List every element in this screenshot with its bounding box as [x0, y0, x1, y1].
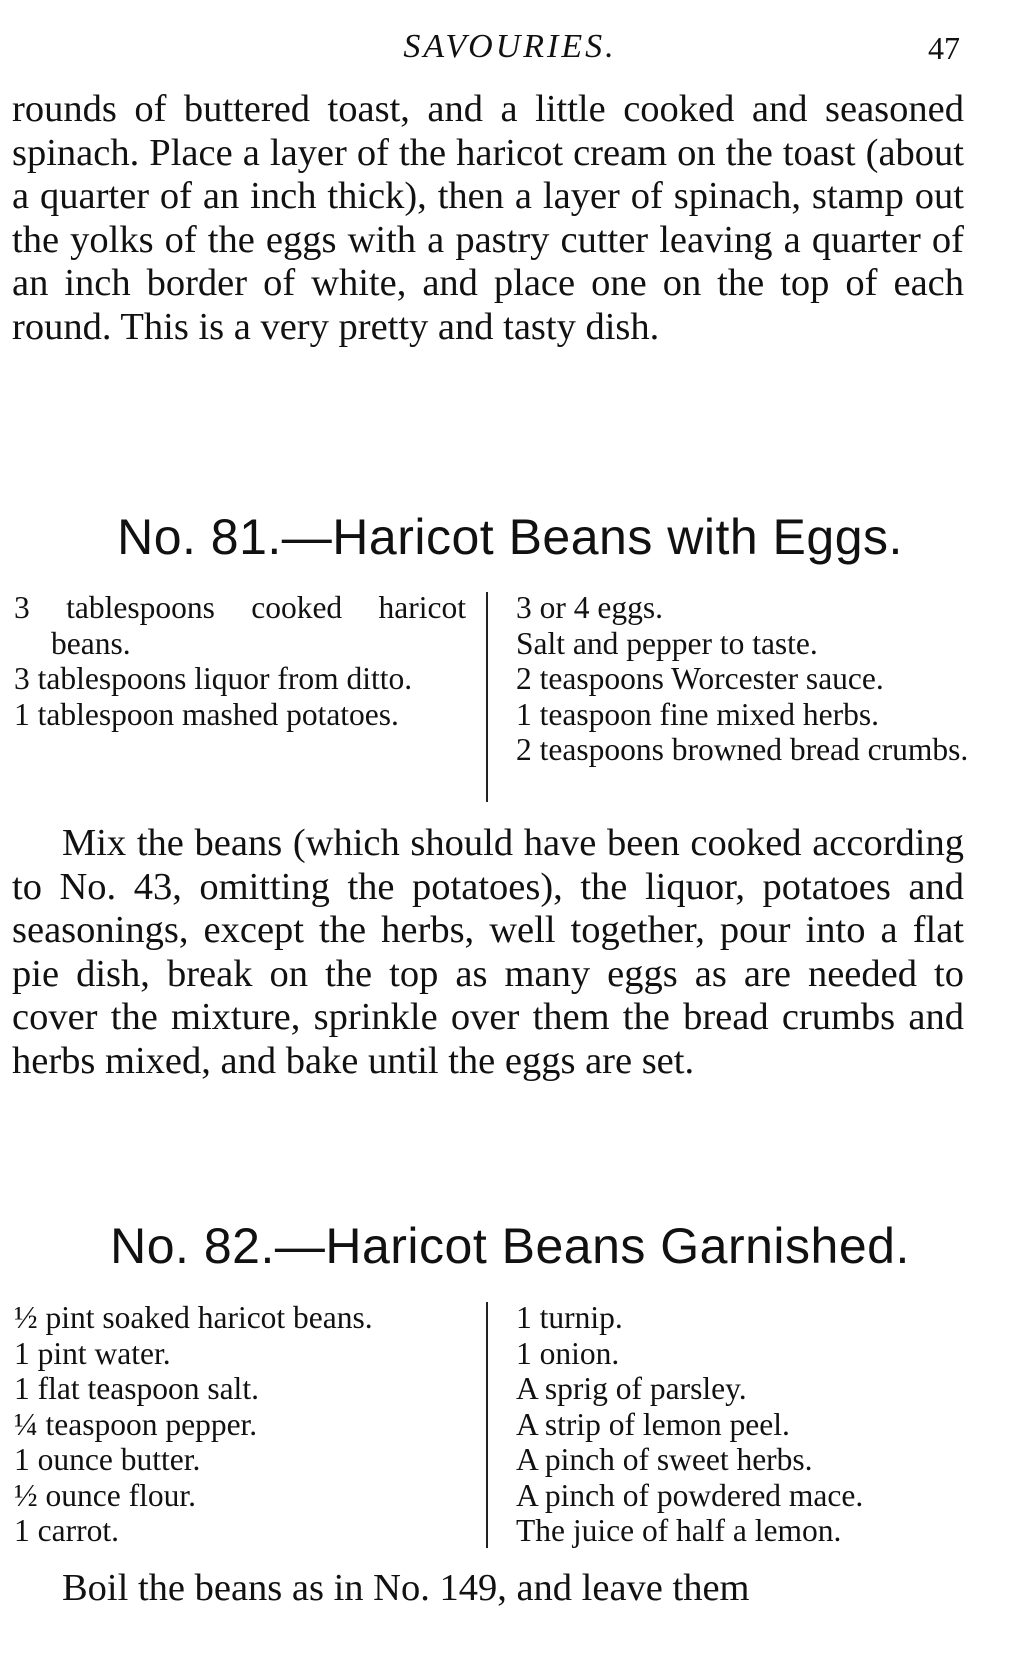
ingredient-item: 2 teaspoons Worcester sauce.: [516, 661, 884, 696]
ingredients-left-column: [14, 1300, 466, 1549]
ingredient-item: ½ ounce flour.: [14, 1477, 196, 1513]
ingredients-left-column: [14, 590, 466, 732]
intro-paragraph: rounds of buttered toast, and a little cooked and seasoned spinach. Place a layer of the haricot cream on the toast (about a quarter of an inch thick), then a layer of spinach, stamp out the yolks of the eggs with a pastry cutter leaving a quarter of an inch border of white, and place one on the top of each round. This is a very pretty and tasty dish.: [12, 88, 964, 348]
recipe-81-title: No. 81.—Haricot Beans with Eggs.: [117, 509, 903, 565]
page-number: 47: [928, 30, 960, 66]
ingredient-item: A pinch of sweet herbs.: [516, 1442, 813, 1477]
ingredients-right-column: [516, 1300, 969, 1549]
recipe-82-title: No. 82.—Haricot Beans Garnished.: [110, 1218, 910, 1274]
ingredient-item: 1 tablespoon mashed potatoes.: [14, 696, 399, 732]
column-divider: [486, 592, 488, 802]
ingredient-item: 1 teaspoon fine mixed herbs.: [516, 696, 880, 732]
column-divider: [486, 1302, 488, 1548]
ingredient-item: ¼ teaspoon pepper.: [14, 1406, 258, 1442]
ingredient-item: ½ pint soaked haricot beans.: [14, 1300, 373, 1335]
ingredient-item: 3 or 4 eggs.: [516, 590, 663, 625]
ingredient-item: 1 turnip.: [516, 1300, 623, 1335]
ingredient-item: 1 pint water.: [14, 1335, 171, 1371]
ingredient-item: The juice of half a lemon.: [516, 1513, 842, 1548]
ingredient-item: 2 teaspoons browned bread crumbs.: [516, 732, 969, 767]
ingredient-item: 1 flat teaspoon salt.: [14, 1371, 259, 1406]
ingredient-item: A strip of lemon peel.: [516, 1406, 790, 1442]
ingredient-item: A pinch of powdered mace.: [516, 1477, 864, 1513]
ingredient-item: 3 tablespoons liquor from ditto.: [14, 661, 413, 696]
ingredient-item: Salt and pepper to taste.: [516, 625, 818, 661]
ingredients-right-column: [516, 590, 969, 768]
ingredient-item: 1 carrot.: [14, 1513, 119, 1548]
running-title: SAVOURIES.: [403, 28, 617, 65]
ingredient-item: A sprig of parsley.: [516, 1371, 747, 1406]
recipe-81-method: Mix the beans (which should have been cooked according to No. 43, omitting the potatoes), the liquor, potatoes and seasonings, except the herbs, well together, pour into a flat pie dish, break on the top as many eggs as are needed to cover the mixture, sprinkle over them the bread crumbs and herbs mixed, and bake until the eggs are set.: [12, 822, 964, 1082]
ingredient-item: 1 onion.: [516, 1335, 620, 1371]
page-header: [0, 20, 1020, 70]
recipe-82-method: Boil the beans as in No. 149, and leave them: [62, 1567, 750, 1609]
ingredient-item: 1 ounce butter.: [14, 1442, 201, 1477]
ingredient-item: 3 tablespoons cooked haricot beans.: [14, 590, 466, 661]
